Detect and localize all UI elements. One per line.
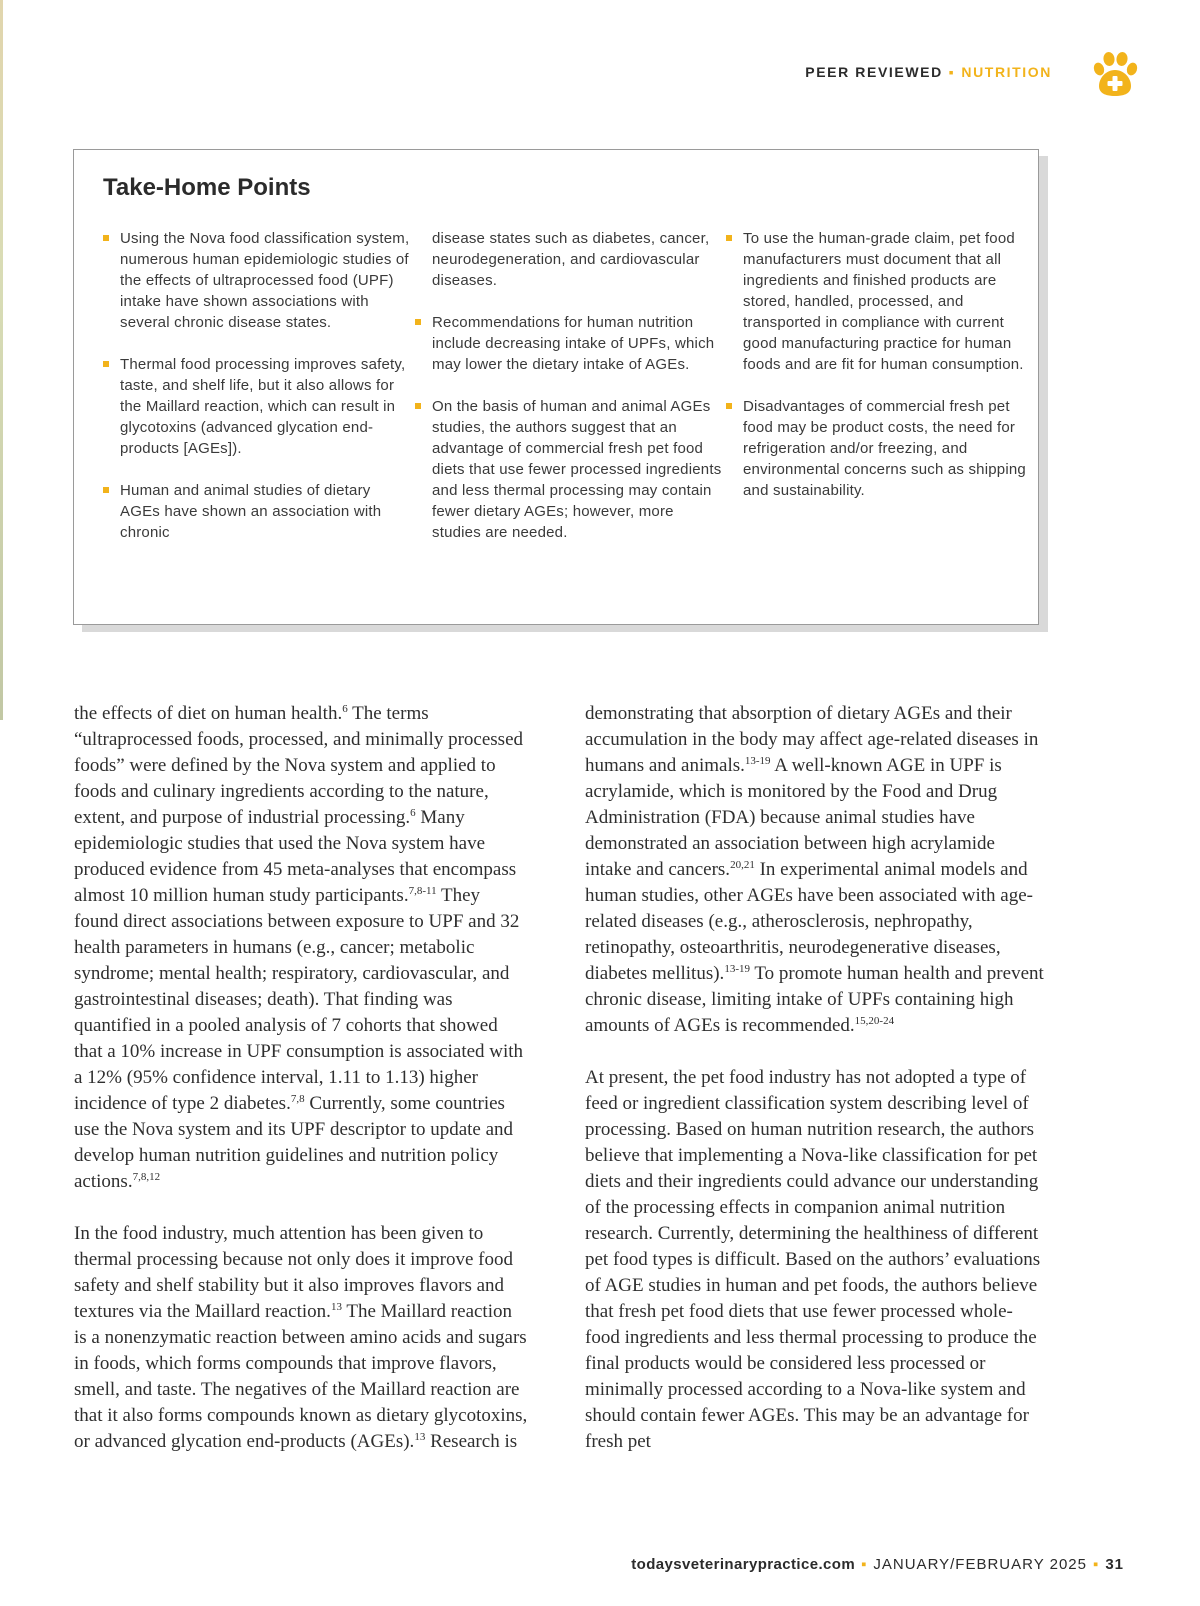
body-column-right — [585, 701, 1045, 1481]
take-home-point: Disadvantages of commercial fresh pet food may be product costs, the need for refrigeration and/or freezing, and environmental concerns such as shipping and sustainability. — [743, 396, 1033, 501]
page-edge-strip — [0, 0, 3, 720]
take-home-point: Thermal food processing improves safety, taste, and shelf life, but it also allows for the Maillard reaction, which can result in glycotoxins (advanced glycation end-products [AGEs]). — [120, 354, 410, 459]
body-text: demonstrating that absorption of dietary AGEs and their accumulation in the body may affect age-related diseases in humans and animals. — [585, 703, 1039, 776]
running-header — [805, 64, 1052, 80]
body-text: the effects of diet on human health. — [74, 703, 343, 724]
citation-ref: 13-19 — [744, 755, 771, 767]
body-text: In the food industry, much attention has been given to thermal processing because not only does it improve food safety and shelf stability but it also improves flavors and textures via the Maillard reaction. — [74, 1223, 514, 1322]
body-text: Many epidemiologic studies that used the Nova system have produced evidence from 45 meta-analyses that encompass almost 10 million human study participants. — [74, 807, 517, 906]
take-home-column-3 — [743, 228, 1033, 522]
body-column-left — [74, 701, 528, 1481]
footer-separator: ▪ — [1092, 1556, 1100, 1573]
body-paragraph — [74, 701, 528, 1195]
take-home-point-continued: disease states such as diabetes, cancer, neurodegeneration, and cardiovascular diseases. — [432, 230, 710, 289]
citation-ref: 13-19 — [724, 963, 750, 975]
body-text: A well-known AGE in UPF is acrylamide, which is monitored by the Food and Drug Administration (FDA) because animal studies have demonstrated an association between high acrylamide intake and cancers. — [585, 755, 1002, 880]
citation-ref: 7,8-11 — [408, 885, 437, 897]
body-text: In experimental animal models and human studies, other AGEs have been associated with age-related diseases (e.g., atherosclerosis, nephropathy, retinopathy, osteoarthritis, neurodegenerative diseases, diabetes mellitus). — [585, 859, 1033, 984]
body-paragraph — [74, 1221, 528, 1455]
paw-plus-icon — [1090, 50, 1140, 100]
take-home-point: To use the human-grade claim, pet food manufacturers must document that all ingredients and finished products are stored, handled, processed, and transported in compliance with current good manufacturing practice for human foods and are fit for human consumption. — [743, 228, 1033, 375]
body-text: The Maillard reaction is a nonenzymatic reaction between amino acids and sugars in foods, which forms compounds that improve flavors, smell, and taste. The negatives of the Maillard reaction are that it also forms compounds known as dietary glycotoxins, or advanced glycation end-products (AGEs). — [74, 1301, 528, 1452]
body-text: They found direct associations between exposure to UPF and 32 health parameters in humans (e.g., cancer; metabolic syndrome; mental health; respiratory, cardiovascular, and gastrointestinal diseases; death). That finding was quantified in a pooled analysis of 7 cohorts that showed that a 10% increase in UPF consumption is associated with a 12% (95% confidence interval, 1.11 to 1.13) higher incidence of type 2 diabetes. — [74, 885, 524, 1114]
footer-site: todaysveterinarypractice.com — [631, 1556, 856, 1573]
body-paragraph — [585, 701, 1045, 1039]
body-text: Research is — [425, 1431, 518, 1452]
take-home-column-1 — [120, 228, 410, 564]
page-footer — [631, 1556, 1124, 1573]
take-home-point: Human and animal studies of dietary AGEs have shown an association with chronic — [120, 480, 410, 543]
header-category: NUTRITION — [961, 64, 1052, 80]
body-text: The terms “ultraprocessed foods, processed, and minimally processed foods” were defined by the Nova system and applied to foods and culinary ingredients according to the nature, extent, and purpose of industrial processing. — [74, 703, 524, 828]
take-home-box — [73, 149, 1039, 625]
citation-ref: 7,8 — [290, 1093, 305, 1105]
citation-ref: 6 — [410, 807, 416, 819]
take-home-point: On the basis of human and animal AGEs studies, the authors suggest that an advantage of commercial fresh pet food diets that use fewer processed ingredients and less thermal processing may contain fewer dietary AGEs; however, more studies are needed. — [432, 398, 722, 541]
header-separator: ▪ — [948, 64, 956, 80]
citation-ref: 13 — [330, 1301, 342, 1313]
take-home-point: Using the Nova food classification system, numerous human epidemiologic studies of the effects of ultraprocessed food (UPF) intake have shown associations with several chronic disease states. — [120, 230, 410, 331]
header-section: PEER REVIEWED — [805, 64, 943, 80]
body-paragraph: At present, the pet food industry has not adopted a type of feed or ingredient classification system describing level of processing. Based on human nutrition research, the authors believe that implementing a Nova-like classification for pet diets and their ingredients could advance our understanding of the processing effects in companion animal nutrition research. Currently, determining the healthiness of different pet food types is difficult. Based on the authors’ evaluations of AGE studies in human and pet foods, the authors believe that fresh pet food diets that use fewer processed whole-food ingredients and less thermal processing to produce the final products would be considered less processed or minimally processed according to a Nova-like system and should contain fewer AGEs. This may be an advantage for fresh pet — [585, 1067, 1041, 1452]
body-text: To promote human health and prevent chronic disease, limiting intake of UPFs containing high amounts of AGEs is recommended. — [585, 963, 1044, 1036]
take-home-title: Take-Home Points — [103, 174, 311, 201]
citation-ref: 7,8,12 — [132, 1171, 161, 1183]
page-number: 31 — [1105, 1556, 1124, 1573]
footer-issue: JANUARY/FEBRUARY 2025 — [873, 1556, 1087, 1573]
citation-ref: 13 — [414, 1431, 426, 1443]
citation-ref: 15,20-24 — [854, 1015, 895, 1027]
citation-ref: 20,21 — [730, 859, 755, 871]
body-text: Currently, some countries use the Nova system and its UPF descriptor to update and develop human nutrition guidelines and nutrition policy actions. — [74, 1093, 514, 1192]
take-home-column-2 — [432, 228, 722, 564]
take-home-point: Recommendations for human nutrition include decreasing intake of UPFs, which may lower the dietary intake of AGEs. — [432, 312, 722, 375]
citation-ref: 6 — [342, 703, 348, 715]
footer-separator: ▪ — [861, 1556, 868, 1573]
